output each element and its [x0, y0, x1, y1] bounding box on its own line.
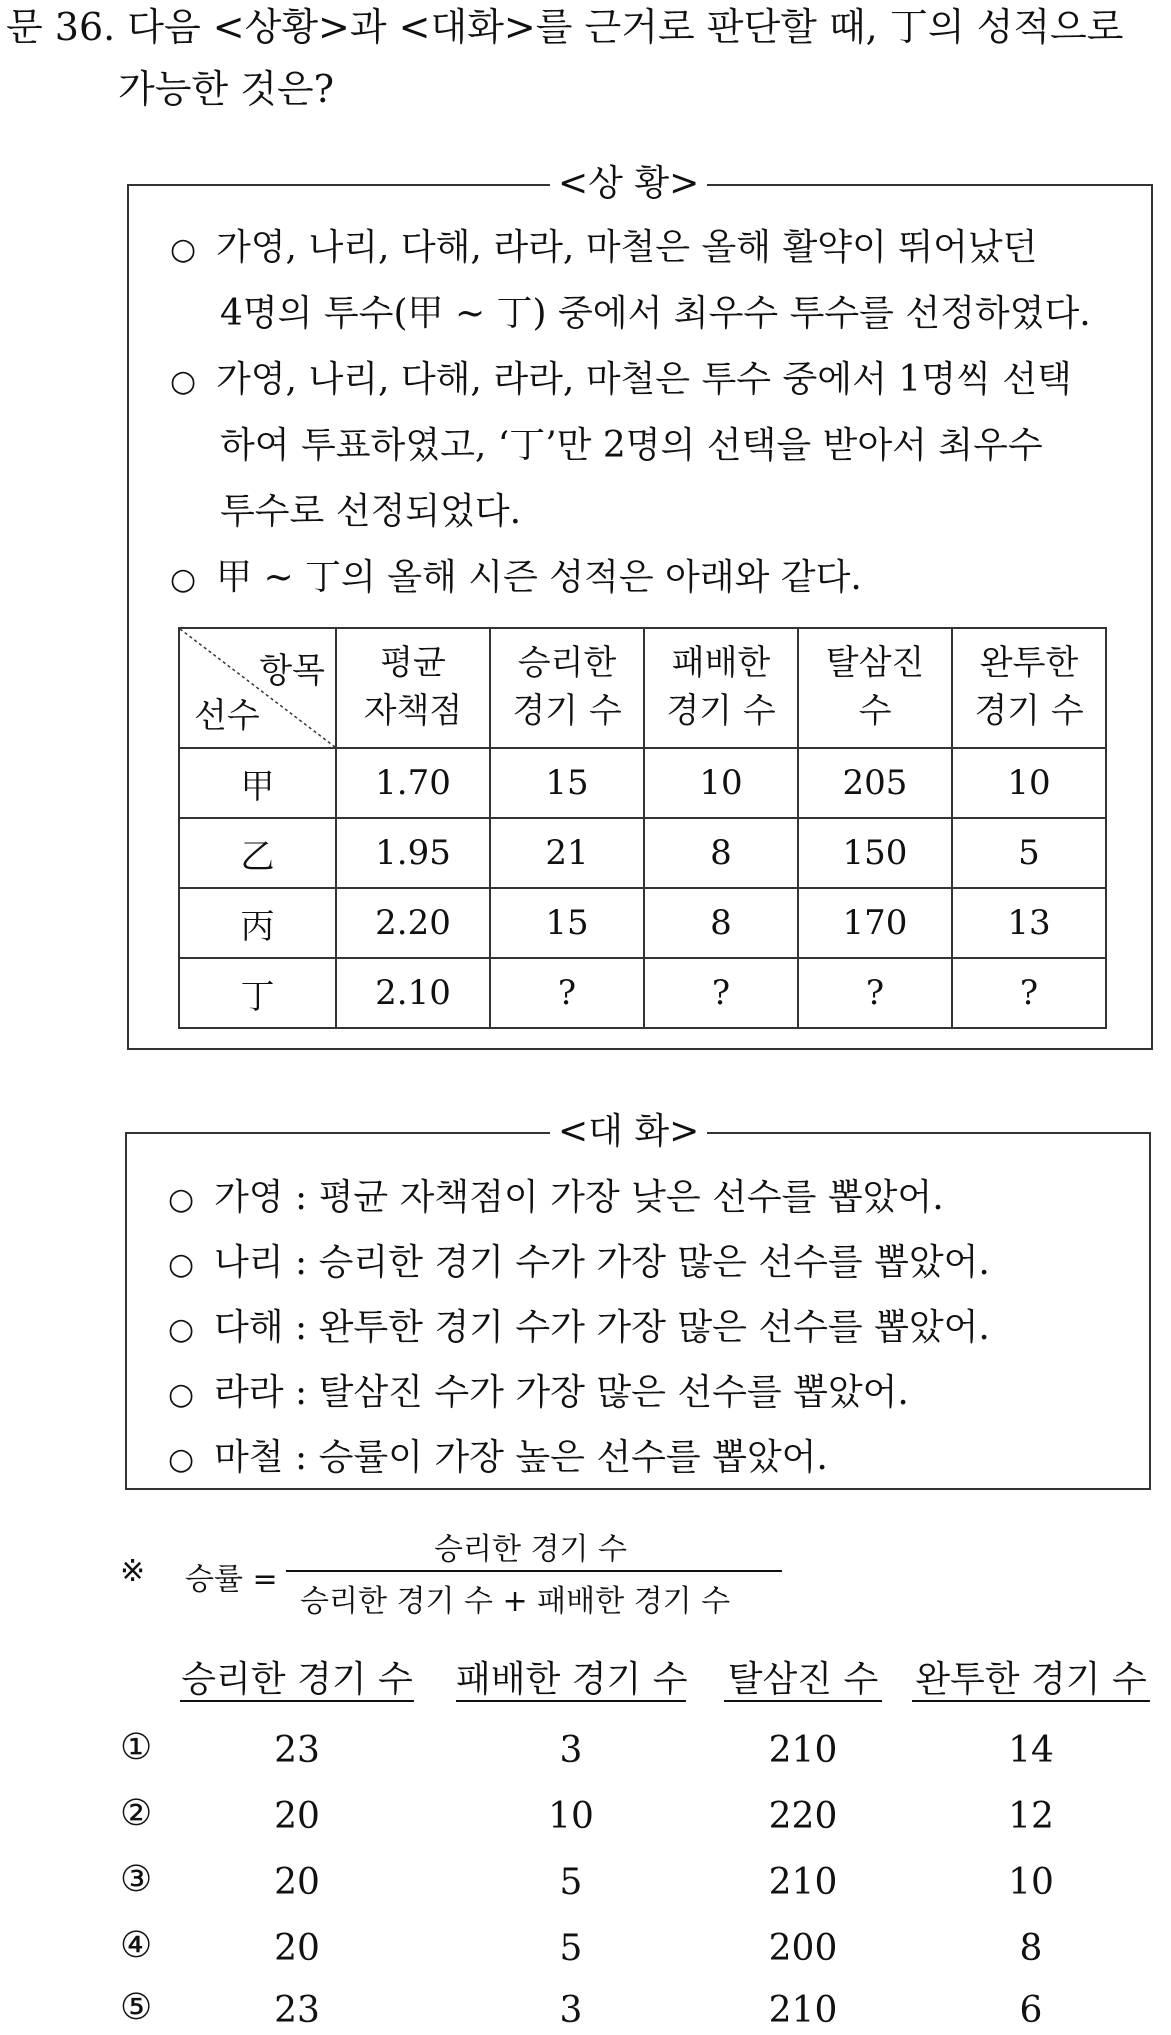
win-rate-label: 승률 = — [185, 1562, 278, 1597]
table-row — [179, 748, 1106, 818]
dialogue-line-4: ○ 라라 : 탈삼진 수가 가장 많은 선수를 뽑았어. — [168, 1372, 909, 1413]
option-header: 승리한 경기 수 — [181, 1659, 413, 1700]
bullet-icon: ○ — [170, 232, 197, 267]
option-cell: 6 — [1019, 1990, 1043, 2031]
table-cell: 2.20 — [336, 888, 490, 958]
table-header: 탈삼진 수 — [798, 628, 952, 748]
option-cell: 20 — [274, 1796, 320, 1837]
option-cell: 210 — [768, 1730, 838, 1771]
table-cell: 15 — [490, 888, 644, 958]
dialogue-line-1: ○ 가영 : 평균 자책점이 가장 낮은 선수를 뽑았어. — [168, 1177, 944, 1218]
table-cell: 21 — [490, 818, 644, 888]
bullet-icon: ○ — [168, 1312, 195, 1347]
option-cell: 5 — [559, 1862, 583, 1903]
option-number: ① — [120, 1727, 153, 1768]
table-header-row — [179, 628, 1106, 748]
bullet-icon: ○ — [168, 1182, 195, 1217]
table-cell: 13 — [952, 888, 1106, 958]
option-header: 탈삼진 수 — [724, 1660, 882, 1702]
table-row — [179, 958, 1106, 1028]
table-cell: 15 — [490, 748, 644, 818]
option-cell: 14 — [1008, 1730, 1054, 1771]
table-cell: 1.95 — [336, 818, 490, 888]
bullet-icon: ○ — [170, 364, 197, 399]
situation-bullet-3-line-1: ○ 甲 ~ 丁의 올해 시즌 성적은 아래와 같다. — [170, 557, 862, 598]
option-number: ② — [120, 1793, 153, 1834]
table-cell: 5 — [952, 818, 1106, 888]
question-line-1: 문 36. 다음 <상황>과 <대화>를 근거로 판단할 때, 丁의 성적으로 — [6, 5, 1124, 49]
formula-numerator: 승리한 경기 수 — [434, 1532, 627, 1567]
table-corner-cell — [179, 628, 336, 748]
option-number: ④ — [120, 1925, 153, 1966]
bullet-icon: ○ — [168, 1377, 195, 1412]
situation-bullet-1-line-1: ○ 가영, 나리, 다해, 라라, 마철은 올해 활약이 뛰어났던 — [170, 227, 1038, 268]
corner-label-player: 선수 — [194, 696, 260, 736]
table-row — [179, 818, 1106, 888]
table-cell: 170 — [798, 888, 952, 958]
situation-bullet-2-line-3: 투수로 선정되었다. — [220, 491, 522, 532]
table-header: 승리한 경기 수 — [490, 628, 644, 748]
player-name: 甲 — [179, 748, 336, 818]
player-name: 乙 — [179, 818, 336, 888]
bullet-icon: ○ — [168, 1247, 195, 1282]
table-cell: 10 — [952, 748, 1106, 818]
player-name: 丁 — [179, 958, 336, 1028]
dialogue-line-2: ○ 나리 : 승리한 경기 수가 가장 많은 선수를 뽑았어. — [168, 1242, 990, 1283]
table-header: 패배한 경기 수 — [644, 628, 798, 748]
bullet-icon: ○ — [168, 1442, 195, 1477]
option-header: 패배한 경기 수 — [456, 1659, 688, 1700]
option-cell: 3 — [559, 1730, 583, 1771]
option-cell: 210 — [768, 1990, 838, 2031]
dialogue-title: <대 화> — [550, 1114, 707, 1150]
option-cell: 8 — [1019, 1928, 1043, 1969]
option-number: ③ — [120, 1859, 153, 1900]
question-line-2: 가능한 것은? — [118, 67, 334, 111]
table-header: 평균 자책점 — [336, 628, 490, 748]
dialogue-line-5: ○ 마철 : 승률이 가장 높은 선수를 뽑았어. — [168, 1437, 828, 1478]
table-cell: 10 — [644, 748, 798, 818]
stats-table — [178, 627, 1107, 1029]
player-name: 丙 — [179, 888, 336, 958]
table-cell: 8 — [644, 818, 798, 888]
option-cell: 10 — [1008, 1862, 1054, 1903]
situation-bullet-2-line-2: 하여 투표하였고, ‘丁’만 2명의 선택을 받아서 최우수 — [220, 425, 1043, 466]
option-cell: 12 — [1008, 1796, 1054, 1837]
formula-denominator: 승리한 경기 수 + 패배한 경기 수 — [300, 1584, 731, 1619]
option-cell: 10 — [548, 1796, 594, 1837]
table-cell: ? — [490, 958, 644, 1028]
dialogue-line-3: ○ 다해 : 완투한 경기 수가 가장 많은 선수를 뽑았어. — [168, 1307, 990, 1348]
table-cell: 205 — [798, 748, 952, 818]
note-mark: ※ — [120, 1554, 146, 1589]
situation-bullet-1-line-2: 4명의 투수(甲 ~ 丁) 중에서 최우수 투수를 선정하였다. — [220, 293, 1091, 334]
option-cell: 20 — [274, 1928, 320, 1969]
option-number: ⑤ — [120, 1987, 153, 2028]
table-row — [179, 888, 1106, 958]
option-cell: 20 — [274, 1862, 320, 1903]
situation-title: <상 황> — [550, 166, 707, 202]
fraction-bar — [286, 1570, 782, 1572]
table-cell: 8 — [644, 888, 798, 958]
table-cell: ? — [798, 958, 952, 1028]
table-cell: ? — [952, 958, 1106, 1028]
table-cell: 2.10 — [336, 958, 490, 1028]
bullet-icon: ○ — [170, 562, 197, 597]
option-cell: 220 — [768, 1796, 838, 1837]
situation-bullet-2-line-1: ○ 가영, 나리, 다해, 라라, 마철은 투수 중에서 1명씩 선택 — [170, 359, 1072, 400]
corner-label-item: 항목 — [259, 651, 325, 691]
option-cell: 5 — [559, 1928, 583, 1969]
option-cell: 200 — [768, 1928, 838, 1969]
table-cell: ? — [644, 958, 798, 1028]
table-cell: 1.70 — [336, 748, 490, 818]
option-cell: 23 — [274, 1990, 320, 2031]
option-cell: 23 — [274, 1730, 320, 1771]
table-cell: 150 — [798, 818, 952, 888]
option-cell: 210 — [768, 1862, 838, 1903]
option-cell: 3 — [559, 1990, 583, 2031]
option-header: 완투한 경기 수 — [912, 1660, 1150, 1702]
table-header: 완투한 경기 수 — [952, 628, 1106, 748]
